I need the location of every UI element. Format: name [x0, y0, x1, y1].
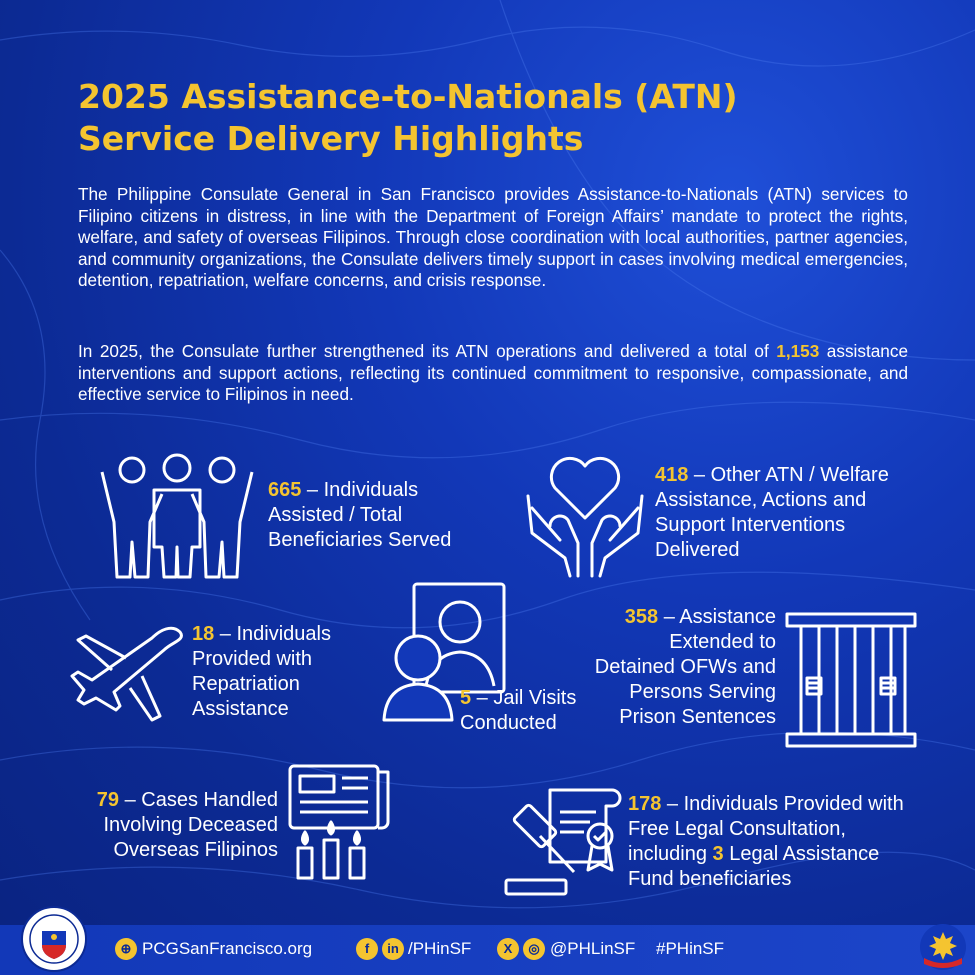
philippine-flag-emblem-icon [918, 922, 968, 972]
consulate-seal-icon [20, 905, 88, 973]
title-line-1: 2025 Assistance-to-Nationals (ATN) [78, 77, 738, 116]
footer-x-instagram[interactable]: @PHLinSF [550, 939, 636, 958]
stat-individuals-number: 665 [268, 479, 302, 501]
stat-individuals-text: – Individuals Assisted / Total Beneficiaries Served [268, 479, 452, 551]
stat-detained-number: 358 [624, 606, 659, 628]
gavel-certificate-icon [500, 782, 630, 902]
summary-text-before: In 2025, the Consulate further strengthened its ATN operations and delivered a total of [78, 341, 777, 361]
summary-paragraph [78, 341, 908, 406]
summary-total: 1,153 [776, 341, 820, 361]
page-title [78, 76, 898, 160]
heart-in-hands-icon [520, 448, 650, 578]
airplane-icon [68, 618, 193, 723]
stat-repatriation-text: – Individuals Provided with Repatriation Assistance [192, 623, 331, 720]
stat-legal-text-after: Legal Assistance Fund beneficiaries [628, 843, 880, 890]
facebook-icon[interactable]: f [356, 938, 378, 960]
stat-detained [590, 605, 776, 730]
stat-legal-text-before: – Individuals Provided with Free Legal Consultation, including [628, 793, 904, 865]
footer-website[interactable]: PCGSanFrancisco.org [142, 939, 313, 958]
stat-deceased-text: – Cases Handled Involving Deceased Overseas Filipinos [103, 789, 278, 861]
stat-deceased-number: 79 [96, 789, 120, 811]
x-icon[interactable]: X [497, 938, 519, 960]
stat-jail-number: 5 [460, 687, 472, 709]
instagram-icon[interactable]: ◎ [523, 938, 545, 960]
intro-paragraph: The Philippine Consulate General in San Francisco provides Assistance-to-Nationals (ATN) services to Filipino citizens in distress, in line with the Department of Foreign Affairs’ mandate to protect the rights, welfare, and safety of overseas Filipinos. Through close coordination with local authorities, partner agencies, and community organizations, the Consulate delivers timely support in cases involving medical emergencies, detention, repatriation, welfare concerns, and crisis response. [78, 184, 908, 290]
stat-welfare [655, 463, 900, 563]
stat-deceased [70, 788, 278, 863]
stat-individuals [268, 478, 488, 553]
stat-detained-text: – Assistance Extended to Detained OFWs and Persons Serving Prison Sentences [594, 606, 776, 728]
newspaper-candles-icon [282, 762, 394, 882]
stat-jail [460, 686, 580, 736]
summary-text-after: assistance interventions and support actions, reflecting its continued commitment to responsive, compassionate, and effective service to Filipinos in need. [78, 341, 909, 404]
people-group-icon [92, 452, 262, 582]
stat-legal-number: 178 [628, 793, 662, 815]
footer-hashtag[interactable]: #PHinSF [656, 939, 725, 958]
stat-legal-number-2: 3 [712, 843, 724, 865]
footer-facebook-linkedin[interactable]: /PHinSF [408, 939, 472, 958]
title-line-2: Service Delivery Highlights [78, 119, 584, 158]
stat-repatriation-number: 18 [192, 623, 215, 645]
stat-repatriation [192, 622, 372, 722]
stat-jail-text: – Jail Visits Conducted [460, 687, 577, 734]
stat-legal [628, 792, 928, 892]
stat-welfare-number: 418 [655, 464, 689, 486]
linkedin-icon[interactable]: in [382, 938, 404, 960]
prison-bars-icon [785, 612, 917, 750]
globe-icon: ⊕ [115, 938, 137, 960]
stat-welfare-text: – Other ATN / Welfare Assistance, Actions and Support Interventions Delivered [655, 464, 889, 561]
